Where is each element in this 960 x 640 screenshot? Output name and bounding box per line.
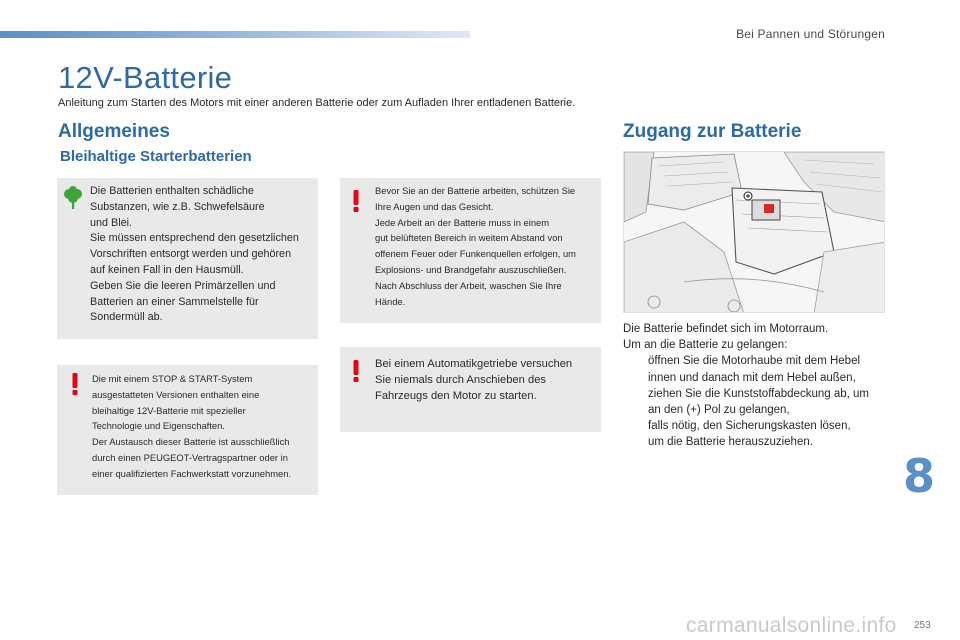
stop-start-note-text: Die mit einem STOP & START-System ausgestatteten Versionen enthalten eine bleihaltige 12V-Batterie mit spezieller Technologie und Eigenschaften. Der Austausch dieser Batterie ist ausschließlich durch einen PEUGEOT-Vertragspartner oder in einer qualifizierten Fachwerkstatt vorzunehmen. <box>92 373 292 479</box>
section-header: Bei Pannen und Störungen <box>736 27 885 41</box>
warning-exclamation-icon <box>352 360 360 382</box>
page-number: 253 <box>914 620 931 631</box>
heading-zugang-zur-batterie: Zugang zur Batterie <box>623 121 802 142</box>
heading-allgemeines: Allgemeines <box>58 121 170 142</box>
subheading-starterbatterien: Bleihaltige Starterbatterien <box>60 148 252 165</box>
step-text: öffnen Sie die Motorhaube mit dem Hebel innen und danach mit dem Hebel außen, <box>648 355 861 384</box>
environment-note-text: Die Batterien enthalten schädliche Substanzen, wie z.B. Schwefelsäure und Blei. Sie müssen entsprechend den gesetzlichen Vorschriften entsorgt werden und gehören auf keinen Fall in den Hausmüll. Geben Sie die leeren Primärzellen und Batterien an einer Sammelstelle für Sondermüll ab. <box>90 185 299 324</box>
safety-warning-text: Bevor Sie an der Batterie arbeiten, schützen Sie Ihre Augen und das Gesicht. Jede Arbeit an der Batterie muss in einem gut belüfteten Bereich in weitem Abstand von offenem Feuer oder Funkenquellen erfolgen, um Explosions- und Brandgefahr auszuschließen. Nach Abschluss der Arbeit, waschen Sie Ihre Hände. <box>375 185 576 307</box>
instruction-step <box>623 353 893 385</box>
intro-line-2: Um an die Batterie zu gelangen: <box>623 339 788 352</box>
safety-warning-box <box>340 178 601 323</box>
warning-exclamation-icon <box>352 190 360 212</box>
page-title: 12V-Batterie <box>58 60 233 95</box>
step-text: ziehen Sie die Kunststoffabdeckung ab, um an den (+) Pol zu gelangen, <box>648 387 869 417</box>
warning-exclamation-icon <box>71 373 79 395</box>
intro-line-1: Die Batterie befindet sich im Motorraum. <box>623 323 829 335</box>
watermark-text: carmanualsonline.info <box>686 614 897 637</box>
auto-transmission-warning-box <box>340 347 601 432</box>
environment-note-box <box>57 178 318 339</box>
instruction-step <box>623 418 893 450</box>
chapter-number: 8 <box>903 449 936 503</box>
engine-bay-illustration <box>623 151 885 313</box>
page-subtitle: Anleitung zum Starten des Motors mit einer anderen Batterie oder zum Aufladen Ihrer entladenen Batterie. <box>58 97 576 109</box>
auto-transmission-warning-text: Bei einem Automatikgetriebe versuchen Sie niemals durch Anschieben des Fahrzeugs den Motor zu starten. <box>375 358 573 402</box>
battery-access-instructions <box>623 321 893 451</box>
instruction-step <box>623 386 893 418</box>
header-accent-bar <box>0 31 470 38</box>
environment-leaf-icon <box>63 186 83 210</box>
stop-start-note-box <box>57 365 318 495</box>
step-text: falls nötig, den Sicherungskasten lösen, um die Batterie herauszuziehen. <box>648 420 851 449</box>
